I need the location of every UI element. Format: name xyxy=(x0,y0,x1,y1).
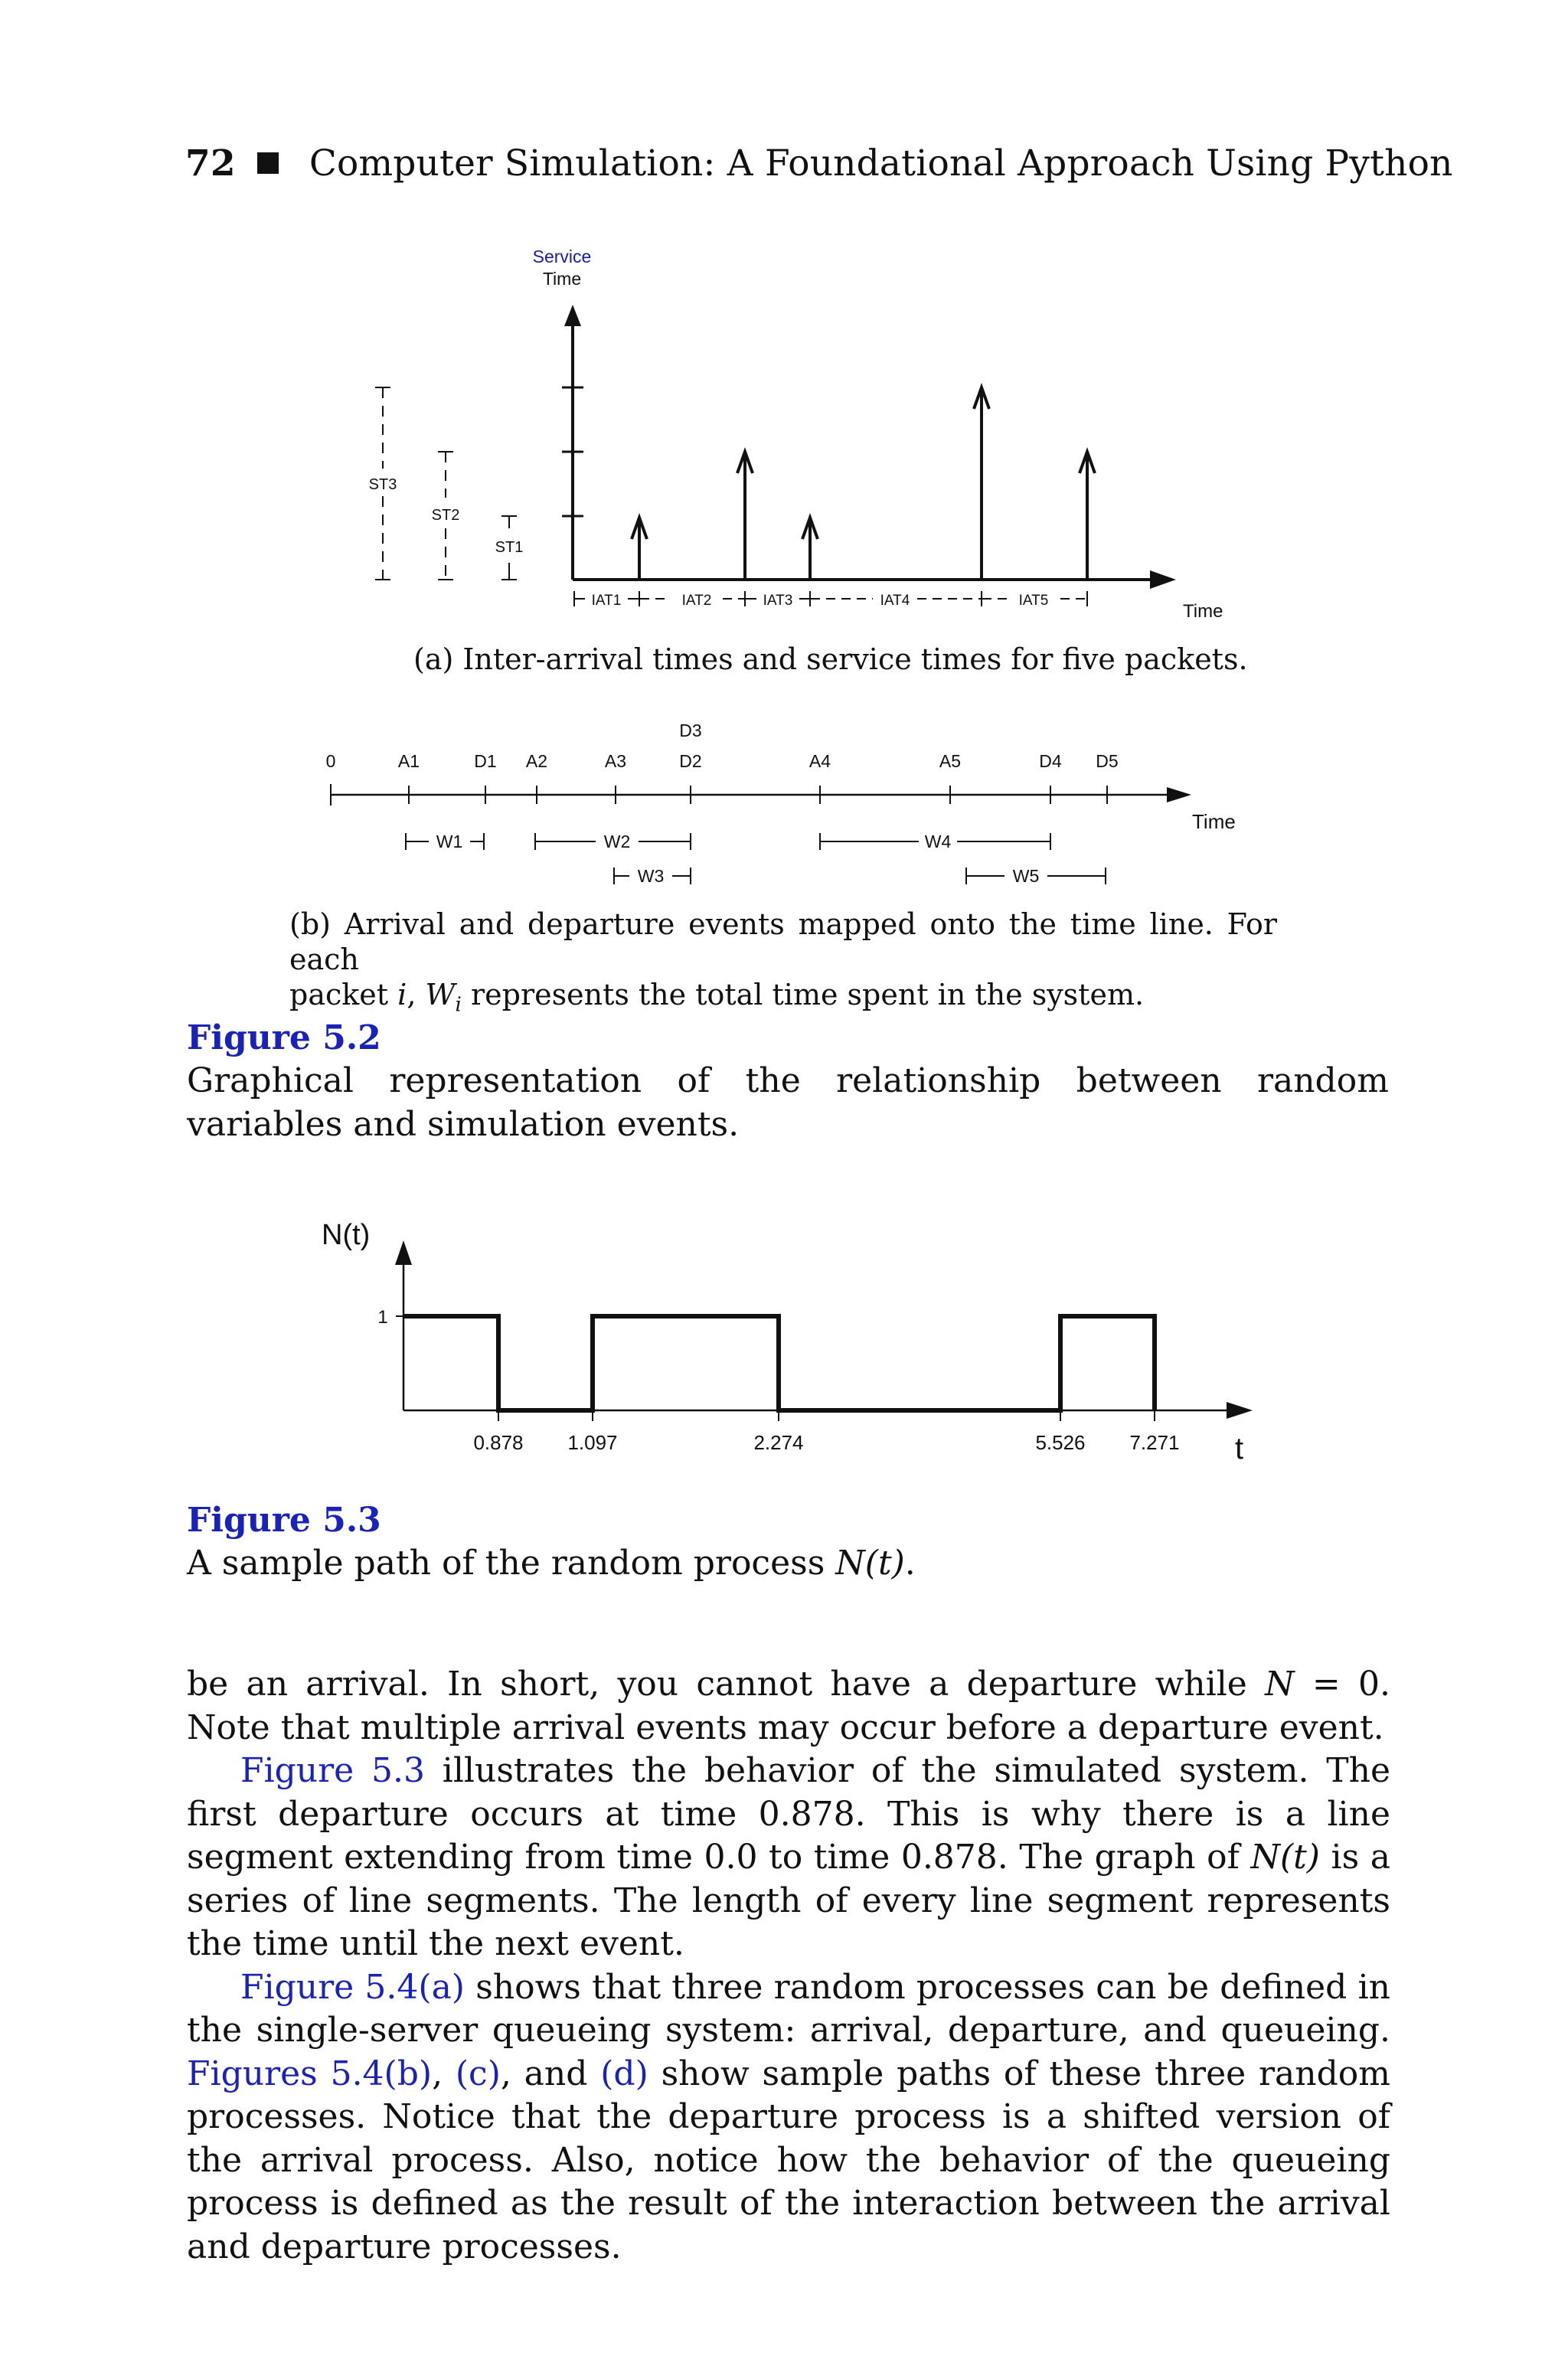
body-text xyxy=(187,1663,1390,2269)
link-figure-5-4a[interactable]: Figure 5.4(a) xyxy=(240,1967,465,2007)
ytick-label-1: 1 xyxy=(377,1307,388,1328)
event-label-0: 0 xyxy=(325,751,336,771)
wait-label-w3: W3 xyxy=(637,866,665,886)
caption-line-2: packet i, $W_i$ represents the total time spent in the system. xyxy=(289,978,1145,1017)
link-figures-5-4b[interactable]: Figures 5.4(b) xyxy=(187,2054,433,2093)
figure-5-2-description: Graphical representation of the relationship between random variables and simulation events. xyxy=(187,1061,1389,1144)
iat3-label: IAT3 xyxy=(763,593,793,609)
wait-label-w1: W1 xyxy=(436,832,463,851)
event-label-a5: A5 xyxy=(939,751,962,771)
st2-label: ST2 xyxy=(431,507,460,524)
wait-intervals xyxy=(406,833,1106,884)
xtick-label-4: 5.526 xyxy=(1035,1431,1086,1454)
figure-5-2b xyxy=(0,689,1568,903)
timeline-arrow-icon xyxy=(1167,787,1191,802)
wait-label-w5: W5 xyxy=(1012,866,1040,886)
link-figure-5-4d[interactable]: (d) xyxy=(600,2054,648,2093)
paragraph-2: Figure 5.3 illustrates the behavior of the simulated system. The first departure occurs at time 0.878. This is why there is a line segment extending from time 0.0 to time 0.878. The graph of N(t) is a series of line segments. The length of every line segment represents the time until the next event. xyxy=(187,1751,1391,1963)
figure-5-3-label: Figure 5.3 xyxy=(187,1501,381,1540)
xtick-label-2: 1.097 xyxy=(567,1431,618,1454)
wait-label-w4: W4 xyxy=(924,832,952,851)
figure-5-2a-caption: (a) Inter-arrival times and service times for five packets. xyxy=(413,642,1248,676)
st1-label: ST1 xyxy=(495,539,524,556)
event-label-d2: D2 xyxy=(679,751,702,771)
event-label-d4: D4 xyxy=(1039,751,1062,771)
book-title: Computer Simulation: A Foundational Approach Using Python xyxy=(309,142,1453,185)
paragraph-1: be an arrival. In short, you cannot have a departure while N = 0. Note that multiple arrival events may occur before a departure event. xyxy=(187,1665,1390,1747)
x-axis-arrow-icon xyxy=(1150,570,1176,589)
event-label-d3: D3 xyxy=(679,721,702,740)
xtick-label-1: 0.878 xyxy=(473,1431,524,1454)
iat4-label: IAT4 xyxy=(880,593,910,609)
iat2-label: IAT2 xyxy=(681,593,712,609)
iat5-label: IAT5 xyxy=(1018,593,1049,609)
link-figure-5-3[interactable]: Figure 5.3 xyxy=(240,1751,425,1790)
xtick-label-3: 2.274 xyxy=(753,1431,804,1454)
time-x-label: Time xyxy=(1183,601,1223,622)
st3-label: ST3 xyxy=(368,476,397,493)
event-label-a2: A2 xyxy=(525,751,548,771)
timeline-time-label: Time xyxy=(1192,810,1236,833)
event-label-a1: A1 xyxy=(397,751,420,771)
paragraph-3: Figure 5.4(a) shows that three random processes can be defined in the single-server queueing system: arrival, departure, and queueing. Figures 5.4(b), (c), and (d) show sample paths of these three random processes. Notice that the departure process is a shifted version of the arrival process. Also, notice how the behavior of the queueing process is defined as the result of the interaction between the arrival and departure processes. xyxy=(187,1967,1390,2266)
figure-5-2-label: Figure 5.2 xyxy=(187,1018,381,1057)
event-label-d5: D5 xyxy=(1096,751,1119,771)
link-figure-5-4c[interactable]: (c) xyxy=(455,2054,501,2093)
figure-5-3-description: A sample path of the random process N(t). xyxy=(187,1544,916,1583)
service-arrows xyxy=(632,387,1095,580)
chart-y-arrow-icon xyxy=(395,1240,412,1265)
figure-5-2a xyxy=(0,0,1568,658)
event-label-d1: D1 xyxy=(474,751,497,771)
y-axis-arrow-icon xyxy=(564,305,581,326)
event-label-a3: A3 xyxy=(604,751,627,771)
page-number: 72 xyxy=(185,142,236,185)
caption-line-1: (b) Arrival and departure events mapped onto the time line. For each xyxy=(289,907,1277,976)
time-y-label: Time xyxy=(542,269,582,289)
wait-label-w2: W2 xyxy=(603,832,631,851)
iat1-label: IAT1 xyxy=(591,593,622,609)
xtick-label-5: 7.271 xyxy=(1129,1431,1180,1454)
sample-path-line xyxy=(403,1316,1155,1410)
chart-x-arrow-icon xyxy=(1227,1402,1253,1419)
iat-intervals xyxy=(574,591,1087,606)
figure-5-2b-caption xyxy=(289,907,1277,1023)
figure-5-3-chart xyxy=(0,1179,1568,1516)
x-axis-label: t xyxy=(1235,1432,1244,1466)
service-label: Service xyxy=(532,247,592,266)
event-label-a4: A4 xyxy=(808,751,831,771)
y-axis-label: N(t) xyxy=(322,1219,371,1251)
